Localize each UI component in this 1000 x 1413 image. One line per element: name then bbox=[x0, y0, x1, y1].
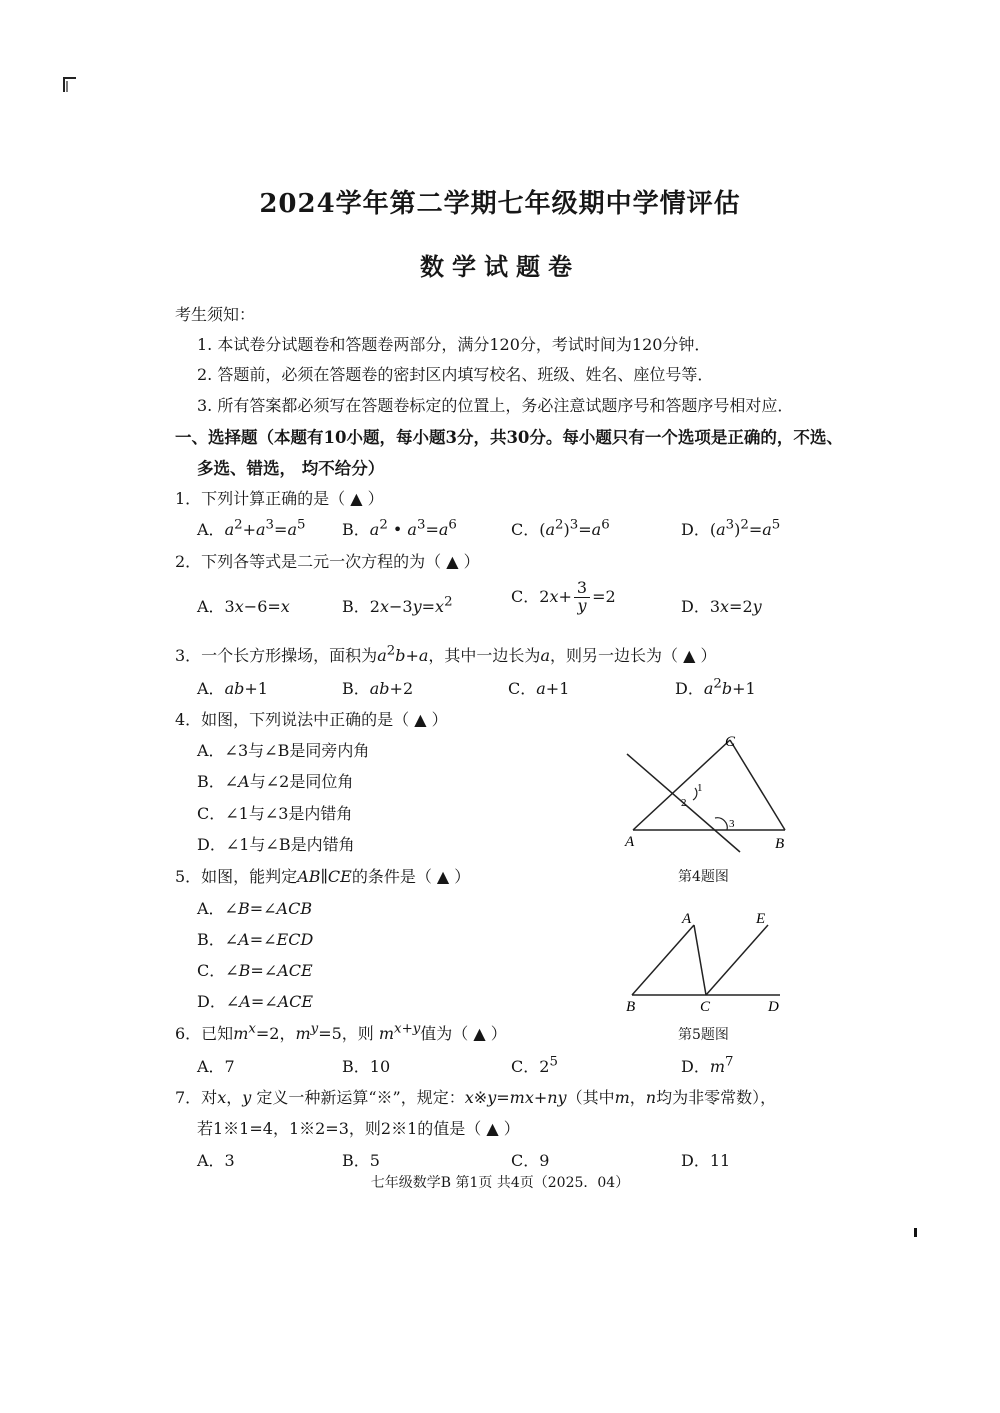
q6-option-d: D．$m^7$ bbox=[681, 1054, 734, 1076]
svg-text:E: E bbox=[756, 911, 766, 927]
q4-option-b: B．∠A与∠2是同位角 bbox=[197, 772, 354, 791]
svg-text:A: A bbox=[625, 834, 635, 850]
svg-text:1: 1 bbox=[697, 782, 703, 794]
q3-option-a: A．ab+1 bbox=[197, 679, 268, 698]
scan-mark bbox=[914, 1228, 917, 1237]
question-5: 5．如图，能判定AB∥CE的条件是（ ▲ ） bbox=[175, 867, 471, 886]
figure-5-caption: 第5题图 bbox=[678, 1027, 729, 1043]
svg-text:D: D bbox=[768, 999, 779, 1015]
q4-option-c: C．∠1与∠3是内错角 bbox=[197, 804, 353, 823]
q4-option-d: D．∠1与∠B是内错角 bbox=[197, 835, 355, 854]
q6-option-a: A．7 bbox=[197, 1057, 235, 1076]
svg-text:2: 2 bbox=[681, 797, 687, 809]
svg-text:B: B bbox=[626, 999, 636, 1015]
corner-bracket-icon bbox=[62, 76, 76, 92]
q7-option-c: C．9 bbox=[511, 1151, 550, 1170]
section-heading: 一、选择题（本题有10小题，每小题3分，共30分。每小题只有一个选项是正确的，不选、 bbox=[175, 428, 843, 447]
page-title: 2024学年第二学期七年级期中学情评估 bbox=[259, 189, 741, 219]
q2-option-c: C．2x+ $\frac{3}{y}$ =2 bbox=[511, 578, 616, 615]
q1-option-a: A．$a^2+a^3=a^5$ bbox=[197, 517, 306, 539]
q2-option-d: D．3x=2y bbox=[681, 597, 762, 616]
q5-option-c: C．∠B=∠ACE bbox=[197, 961, 313, 980]
figure-5-diagram bbox=[620, 905, 795, 1015]
q7-option-d: D．11 bbox=[681, 1151, 731, 1170]
q2-option-b: B．$2x-3y=x^2$ bbox=[342, 594, 453, 616]
figure-4-diagram bbox=[615, 730, 800, 855]
question-6: 6．已知$m^x=2$，$m^y=5$，则 $m^{x+y}$值为（ ▲ ） bbox=[175, 1021, 507, 1043]
section-heading-cont: 多选、错选， 均不给分） bbox=[197, 459, 385, 478]
q7-option-b: B．5 bbox=[342, 1151, 380, 1170]
q3-option-c: C．a+1 bbox=[508, 679, 570, 698]
svg-text:C: C bbox=[725, 734, 736, 750]
svg-text:3: 3 bbox=[729, 818, 735, 830]
page-subtitle: 数学试题卷 bbox=[420, 252, 580, 281]
q5-option-d: D．∠A=∠ACE bbox=[197, 992, 314, 1011]
page-footer: 七年级数学B 第1页 共4页（2025．04） bbox=[370, 1175, 630, 1191]
svg-text:C: C bbox=[700, 999, 711, 1015]
q3-option-d: D．$a^2b+1$ bbox=[675, 676, 756, 698]
q6-option-b: B．10 bbox=[342, 1057, 391, 1076]
figure-4-caption: 第4题图 bbox=[678, 869, 729, 885]
notice-item-1: 1. 本试卷分试题卷和答题卷两部分，满分120分，考试时间为120分钟． bbox=[197, 335, 711, 354]
svg-text:B: B bbox=[775, 836, 785, 852]
q7-option-a: A．3 bbox=[197, 1151, 235, 1170]
q1-option-d: D．$(a^3)^2=a^5$ bbox=[681, 517, 781, 539]
q4-option-a: A．∠3与∠B是同旁内角 bbox=[197, 741, 370, 760]
q5-option-a: A．∠B=∠ACB bbox=[197, 899, 313, 918]
q3-option-b: B．ab+2 bbox=[342, 679, 414, 698]
question-4: 4．如图，下列说法中正确的是（ ▲ ） bbox=[175, 710, 448, 729]
question-2: 2．下列各等式是二元一次方程的为（ ▲ ） bbox=[175, 552, 480, 571]
question-1: 1．下列计算正确的是（ ▲ ） bbox=[175, 489, 384, 508]
notice-item-3: 3. 所有答案都必须写在答题卷标定的位置上，务必注意试题序号和答题序号相对应． bbox=[197, 396, 794, 415]
q6-option-c: C．$2^5$ bbox=[511, 1054, 558, 1076]
question-3: 3．一个长方形操场，面积为$a^2b+a$，其中一边长为a，则另一边长为（ ▲ ） bbox=[175, 643, 717, 665]
question-7: 7．对x，y 定义一种新运算“※”，规定：x※y=mx+ny（其中m，n均为非零常数）， bbox=[175, 1088, 777, 1107]
q1-option-c: C．$(a^2)^3=a^6$ bbox=[511, 517, 610, 539]
q5-option-b: B．∠A=∠ECD bbox=[197, 930, 314, 949]
q2-option-a: A．3x−6=x bbox=[197, 597, 290, 616]
question-7-cont: 若1※1=4，1※2=3，则2※1的值是（ ▲ ） bbox=[197, 1119, 520, 1138]
notice-item-2: 2. 答题前，必须在答题卷的密封区内填写校名、班级、姓名、座位号等． bbox=[197, 365, 714, 384]
q1-option-b: B．$a^2$ • $a^3=a^6$ bbox=[342, 517, 457, 539]
corner-mark bbox=[62, 76, 76, 92]
notice-heading: 考生须知： bbox=[175, 305, 256, 324]
svg-text:A: A bbox=[682, 911, 692, 927]
